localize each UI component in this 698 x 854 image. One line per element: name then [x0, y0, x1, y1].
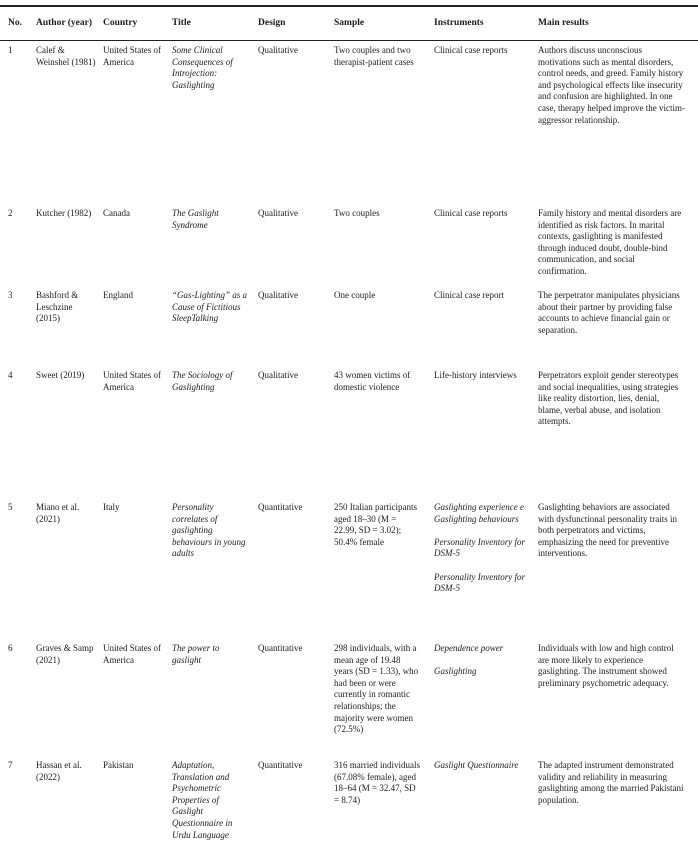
table-body — [0, 41, 698, 848]
country-cell: United States of America — [103, 643, 161, 665]
country-cell: Pakistan — [103, 760, 134, 770]
design-cell: Quantitative — [258, 643, 303, 653]
table-row — [0, 286, 698, 366]
table-row — [0, 498, 698, 639]
table-row — [0, 366, 698, 498]
sample-cell: Two couples and two therapist-patient cases — [334, 45, 414, 67]
author-cell: Miano et al. (2021) — [36, 502, 80, 524]
instruments-cell — [434, 366, 538, 382]
sample-cell: 316 married individuals (67.08% female), aged 18–64 (M = 32.47, SD = 8.74) — [334, 760, 420, 805]
design-cell: Qualitative — [258, 290, 298, 300]
instrument-entry: Clinical case report — [434, 290, 504, 300]
row-number: 3 — [8, 290, 13, 300]
table-row — [0, 639, 698, 756]
country-cell: Canada — [103, 208, 130, 218]
instrument-entry: Dependence power — [434, 643, 504, 653]
instruments-cell — [434, 204, 538, 220]
design-cell: Qualitative — [258, 370, 298, 380]
instruments-cell — [434, 286, 538, 302]
instruments-cell — [434, 639, 538, 678]
column-header-design: Design — [258, 18, 286, 28]
title-cell: The power to gaslight — [172, 643, 220, 665]
instrument-entry: Personality Inventory for DSM-5 — [434, 571, 525, 594]
instrument-entry: Gaslight Questionnaire — [434, 760, 519, 770]
country-cell: Italy — [103, 502, 120, 512]
row-number: 2 — [8, 208, 13, 218]
table-header-row — [0, 7, 698, 41]
design-cell: Quantitative — [258, 760, 303, 770]
design-cell: Qualitative — [258, 45, 298, 55]
sample-cell: 298 individuals, with a mean age of 19.48 years (SD = 1.33), who had been or were currently in romantic relationships; the majority were women (72.5%) — [334, 643, 419, 735]
author-cell: Graves & Samp (2021) — [36, 643, 94, 665]
instrument-entry: Gaslighting — [434, 666, 477, 677]
column-header-country: Country — [103, 18, 138, 28]
sample-cell: Two couples — [334, 208, 380, 218]
instruments-cell — [434, 756, 538, 772]
results-cell: Family history and mental disorders are identified as risk factors. In marital contexts, gaslighting is manifested through induced doubt, double-bind communication, and social confirmation. — [538, 208, 682, 276]
column-header-sample: Sample — [334, 18, 365, 28]
title-cell: Some Clinical Consequences of Introjection: Gaslighting — [172, 45, 233, 90]
instrument-entry: Gaslighting experience e Gaslighting behaviours — [434, 502, 524, 524]
author-cell: Bashford & Leschzine (2015) — [36, 290, 79, 324]
title-cell: “Gas-Lighting” as a Cause of Fictitious SleepTalking — [172, 290, 248, 324]
results-cell: Perpetrators exploit gender stereotypes and social inequalities, using strategies like reality distortion, lies, denial, blame, verbal abuse, and isolation attempts. — [538, 370, 679, 427]
instruments-cell — [434, 41, 538, 57]
country-cell: United States of America — [103, 370, 161, 392]
results-cell: The adapted instrument demonstrated validity and reliability in measuring gaslighting among the married Pakistani population. — [538, 760, 684, 805]
column-header-main-results: Main results — [538, 18, 589, 28]
column-header-instruments: Instruments — [434, 18, 484, 28]
table-row — [0, 204, 698, 286]
row-number: 7 — [8, 760, 13, 770]
table-row — [0, 756, 698, 848]
instrument-entry: Personality Inventory for DSM-5 — [434, 536, 525, 559]
row-number: 5 — [8, 502, 13, 512]
title-cell: The Sociology of Gaslighting — [172, 370, 233, 392]
title-cell: Adaptation, Translation and Psychometric Properties of Gaslight Questionnaire in Urdu Language — [172, 760, 233, 840]
results-cell: The perpetrator manipulates physicians about their partner by providing false accounts to achieve financial gain or separation. — [538, 290, 680, 335]
instrument-entry: Life-history interviews — [434, 370, 517, 380]
sample-cell: 250 Italian participants aged 18–30 (M = 22.99, SD = 3.02); 50.4% female — [334, 502, 417, 547]
row-number: 1 — [8, 45, 13, 55]
design-cell: Qualitative — [258, 208, 298, 218]
instrument-entry: Clinical case reports — [434, 45, 508, 55]
results-cell: Authors discuss unconscious motivations such as mental disorders, control needs, and greed. Family history and psychological effects like insecurity and confusion are highlighted. In one case, therapy helped improve the victim-aggressor relationship. — [538, 45, 685, 125]
title-cell: The Gaslight Syndrome — [172, 208, 219, 230]
design-cell: Quantitative — [258, 502, 303, 512]
author-cell: Kutcher (1982) — [36, 208, 92, 218]
sample-cell: One couple — [334, 290, 376, 300]
column-header-no: No. — [8, 18, 22, 28]
table-row — [0, 41, 698, 204]
instruments-cell — [434, 498, 538, 595]
sample-cell: 43 women victims of domestic violence — [334, 370, 411, 392]
instrument-entry: Clinical case reports — [434, 208, 508, 218]
results-cell: Gaslighting behaviors are associated with dysfunctional personality traits in both perpetrators and victims, emphasizing the need for preventive interventions. — [538, 502, 677, 559]
title-cell: Personality correlates of gaslighting behaviours in young adults — [172, 502, 246, 559]
row-number: 6 — [8, 643, 13, 653]
country-cell: England — [103, 290, 133, 300]
author-cell: Calef & Weinshel (1981) — [36, 45, 96, 67]
author-cell: Sweet (2019) — [36, 370, 85, 380]
column-header-title: Title — [172, 18, 191, 28]
literature-review-table — [0, 5, 698, 848]
author-cell: Hassan et al. (2022) — [36, 760, 82, 782]
results-cell: Individuals with low and high control are more likely to experience gaslighting. The instrument showed preliminary psychometric adequacy. — [538, 643, 674, 688]
country-cell: United States of America — [103, 45, 161, 67]
row-number: 4 — [8, 370, 13, 380]
column-header-author: Author (year) — [36, 18, 93, 28]
